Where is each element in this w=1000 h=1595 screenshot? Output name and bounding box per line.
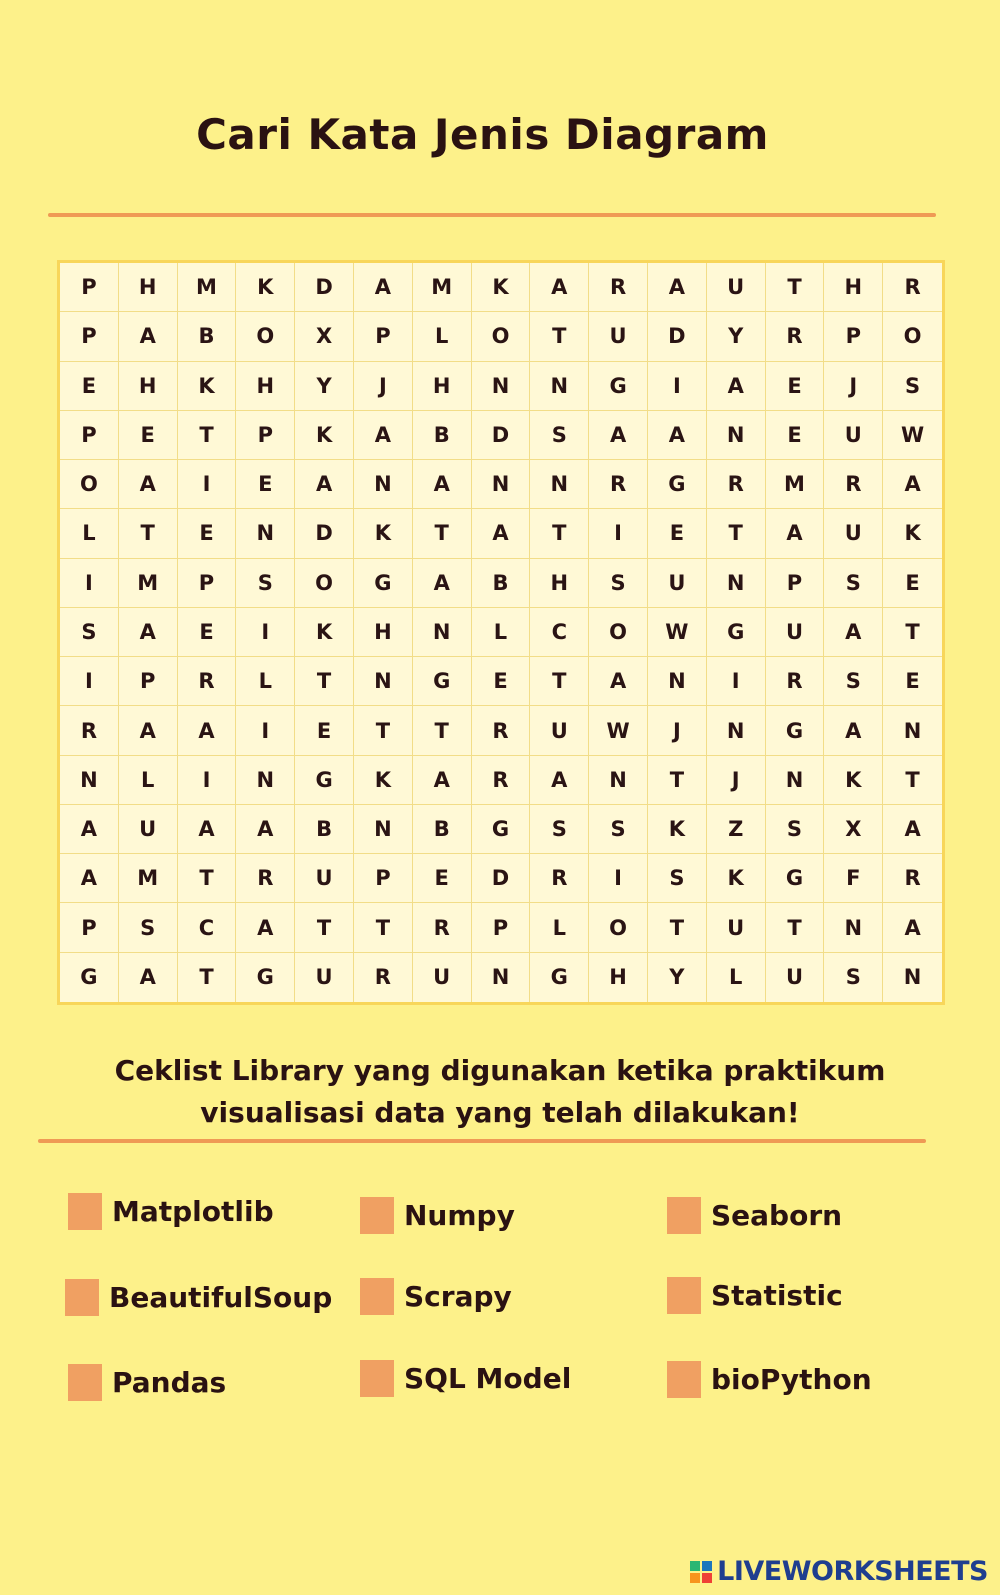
grid-cell[interactable]: H [236,362,295,411]
grid-cell[interactable]: A [824,706,883,755]
checkbox[interactable] [667,1277,701,1314]
grid-cell[interactable]: I [707,657,766,706]
grid-cell[interactable]: K [295,608,354,657]
grid-cell[interactable]: O [236,312,295,361]
grid-cell[interactable]: U [530,706,589,755]
grid-cell[interactable]: K [236,263,295,312]
grid-cell[interactable]: S [530,805,589,854]
grid-cell[interactable]: B [295,805,354,854]
grid-cell[interactable]: R [236,854,295,903]
grid-cell[interactable]: G [707,608,766,657]
grid-cell[interactable]: I [60,657,119,706]
grid-cell[interactable]: A [766,509,825,558]
grid-cell[interactable]: K [354,509,413,558]
checklist-label: SQL Model [404,1362,572,1395]
instruction-text [0,1050,1000,1134]
grid-cell[interactable]: F [824,854,883,903]
grid-cell[interactable]: L [60,509,119,558]
grid-cell[interactable]: A [413,460,472,509]
grid-cell[interactable]: E [295,706,354,755]
checklist-item-statistic[interactable] [667,1277,843,1314]
grid-cell[interactable]: A [472,509,531,558]
grid-cell[interactable]: I [236,706,295,755]
grid-cell[interactable]: A [119,312,178,361]
grid-cell[interactable]: P [60,903,119,952]
grid-cell[interactable]: W [883,411,942,460]
checklist-label: Scrapy [404,1280,512,1313]
checkbox[interactable] [360,1197,394,1234]
grid-cell[interactable]: T [295,657,354,706]
grid-cell[interactable]: J [707,756,766,805]
grid-cell[interactable]: U [295,854,354,903]
grid-cell[interactable]: T [119,509,178,558]
checkbox[interactable] [68,1364,102,1401]
grid-cell[interactable]: G [413,657,472,706]
grid-cell[interactable]: S [236,559,295,608]
grid-cell[interactable]: U [707,903,766,952]
grid-cell[interactable]: W [589,706,648,755]
grid-cell[interactable]: N [354,460,413,509]
grid-cell[interactable]: U [824,411,883,460]
grid-cell[interactable]: G [648,460,707,509]
grid-cell[interactable]: M [178,263,237,312]
grid-cell[interactable]: U [648,559,707,608]
grid-cell[interactable]: B [413,411,472,460]
grid-cell[interactable]: E [766,362,825,411]
grid-cell[interactable]: N [236,509,295,558]
grid-cell[interactable]: P [472,903,531,952]
instruction-line-1: Ceklist Library yang digunakan ketika praktikum [114,1054,886,1087]
grid-cell[interactable]: O [589,608,648,657]
grid-cell[interactable]: T [354,706,413,755]
grid-cell[interactable]: O [589,903,648,952]
grid-cell[interactable]: S [766,805,825,854]
grid-cell[interactable]: U [766,608,825,657]
grid-cell[interactable]: T [707,509,766,558]
grid-cell[interactable]: A [413,756,472,805]
grid-cell[interactable]: O [295,559,354,608]
grid-cell[interactable]: A [354,263,413,312]
grid-cell[interactable]: N [236,756,295,805]
grid-cell[interactable]: A [119,460,178,509]
grid-cell[interactable]: A [648,263,707,312]
grid-cell[interactable]: R [530,854,589,903]
grid-cell[interactable]: X [295,312,354,361]
grid-cell[interactable]: N [472,362,531,411]
grid-cell[interactable]: N [60,756,119,805]
grid-cell[interactable]: N [824,903,883,952]
checklist-item-matplotlib[interactable] [68,1193,274,1230]
grid-cell[interactable]: S [648,854,707,903]
grid-cell[interactable]: M [413,263,472,312]
grid-cell[interactable]: A [530,263,589,312]
grid-cell[interactable]: D [295,509,354,558]
grid-cell[interactable]: A [648,411,707,460]
grid-cell[interactable]: N [413,608,472,657]
grid-cell[interactable]: T [413,509,472,558]
grid-cell[interactable]: G [60,953,119,1002]
checkbox[interactable] [667,1361,701,1398]
grid-cell[interactable]: K [707,854,766,903]
checkbox[interactable] [360,1360,394,1397]
grid-cell[interactable]: H [589,953,648,1002]
grid-cell[interactable]: A [178,706,237,755]
grid-cell[interactable]: J [648,706,707,755]
grid-cell[interactable]: I [648,362,707,411]
checklist-label: Matplotlib [112,1195,274,1228]
grid-cell[interactable]: P [60,411,119,460]
checklist-item-pandas[interactable] [68,1364,226,1401]
grid-cell[interactable]: A [236,903,295,952]
grid-cell[interactable]: Y [295,362,354,411]
grid-cell[interactable]: A [119,706,178,755]
grid-cell[interactable]: D [472,411,531,460]
grid-cell[interactable]: E [472,657,531,706]
grid-cell[interactable]: E [883,559,942,608]
grid-cell[interactable]: P [178,559,237,608]
grid-cell[interactable]: U [824,509,883,558]
grid-cell[interactable]: B [413,805,472,854]
grid-cell[interactable]: S [824,559,883,608]
grid-cell[interactable]: P [60,263,119,312]
grid-cell[interactable]: G [295,756,354,805]
logo-mark-icon [690,1561,712,1583]
grid-cell[interactable]: G [766,854,825,903]
grid-cell[interactable]: G [589,362,648,411]
grid-cell[interactable]: P [60,312,119,361]
grid-cell[interactable]: T [883,608,942,657]
grid-cell[interactable]: T [178,854,237,903]
grid-cell[interactable]: T [354,903,413,952]
grid-cell[interactable]: A [60,805,119,854]
grid-cell[interactable]: H [824,263,883,312]
grid-cell[interactable]: S [824,657,883,706]
grid-cell[interactable]: N [883,706,942,755]
grid-cell[interactable]: B [178,312,237,361]
grid-cell[interactable]: N [354,657,413,706]
grid-cell[interactable]: P [119,657,178,706]
grid-cell[interactable]: T [648,903,707,952]
checkbox[interactable] [667,1197,701,1234]
grid-cell[interactable]: P [766,559,825,608]
grid-cell[interactable]: K [648,805,707,854]
grid-cell[interactable]: U [295,953,354,1002]
grid-cell[interactable]: A [530,756,589,805]
checklist-item-scrapy[interactable] [360,1278,512,1315]
grid-cell[interactable]: N [707,411,766,460]
grid-cell[interactable]: I [236,608,295,657]
grid-cell[interactable]: R [589,263,648,312]
grid-cell[interactable]: M [119,559,178,608]
grid-cell[interactable]: A [883,903,942,952]
grid-cell[interactable]: S [530,411,589,460]
grid-cell[interactable]: A [589,411,648,460]
grid-cell[interactable]: A [589,657,648,706]
checklist-item-beautifulsoup[interactable] [65,1279,332,1316]
grid-cell[interactable]: R [883,854,942,903]
checklist-label: BeautifulSoup [109,1281,333,1314]
grid-cell[interactable]: R [766,657,825,706]
middle-divider [38,1139,926,1143]
grid-cell[interactable]: I [178,460,237,509]
grid-cell[interactable]: S [589,805,648,854]
grid-cell[interactable]: A [236,805,295,854]
grid-cell[interactable]: K [178,362,237,411]
grid-cell[interactable]: A [883,460,942,509]
checklist-label: Seaborn [711,1199,843,1232]
checkbox[interactable] [360,1278,394,1315]
checklist-label: Statistic [711,1279,843,1312]
grid-cell[interactable]: S [60,608,119,657]
grid-cell[interactable]: T [413,706,472,755]
grid-cell[interactable]: L [530,903,589,952]
grid-cell[interactable]: R [178,657,237,706]
grid-cell[interactable]: T [530,312,589,361]
grid-cell[interactable]: N [903,965,922,990]
grid-cell[interactable]: C [178,903,237,952]
grid-cell[interactable]: G [766,706,825,755]
grid-cell[interactable]: L [413,312,472,361]
grid-cell[interactable]: A [707,362,766,411]
grid-cell[interactable]: K [472,263,531,312]
grid-cell[interactable]: H [119,263,178,312]
grid-cell[interactable]: D [295,263,354,312]
grid-cell[interactable]: A [354,411,413,460]
grid-cell[interactable]: M [766,460,825,509]
grid-cell[interactable]: Y [707,312,766,361]
grid-cell[interactable]: K [295,411,354,460]
grid-cell[interactable]: H [530,559,589,608]
grid-cell[interactable]: R [707,460,766,509]
grid-cell[interactable]: S [589,559,648,608]
grid-cell[interactable]: Z [707,805,766,854]
checklist-label: Numpy [404,1199,515,1232]
grid-cell[interactable]: I [60,559,119,608]
grid-cell[interactable]: T [295,903,354,952]
grid-cell[interactable]: N [648,657,707,706]
grid-cell[interactable]: R [883,263,942,312]
grid-cell[interactable]: A [824,608,883,657]
grid-cell[interactable]: N [766,756,825,805]
grid-cell[interactable]: A [60,854,119,903]
grid-cell[interactable]: O [883,312,942,361]
grid-cell[interactable]: H [119,362,178,411]
grid-cell[interactable]: G [236,953,295,1002]
grid-cell[interactable]: T [178,953,237,1002]
checklist-item-numpy[interactable] [360,1197,515,1234]
grid-cell[interactable]: R [354,953,413,1002]
grid-cell[interactable]: I [589,854,648,903]
grid-cell[interactable]: T [530,657,589,706]
liveworksheets-logo [690,1556,988,1587]
grid-cell[interactable]: I [178,756,237,805]
grid-cell[interactable]: E [236,460,295,509]
checkbox[interactable] [65,1279,99,1316]
grid-cell[interactable]: P [354,312,413,361]
grid-cell[interactable]: T [766,263,825,312]
grid-cell[interactable]: E [119,411,178,460]
word-search-grid[interactable] [57,260,945,1005]
grid-cell[interactable]: A [178,805,237,854]
grid-cell[interactable]: R [472,706,531,755]
grid-cell[interactable]: A [413,559,472,608]
grid-cell[interactable]: P [824,312,883,361]
grid-cell[interactable]: T [883,756,942,805]
instruction-line-2: visualisasi data yang telah dilakukan! [200,1096,800,1129]
grid-cell[interactable]: K [883,509,942,558]
grid-cell[interactable]: E [648,509,707,558]
grid-cell[interactable]: L [236,657,295,706]
grid-cell[interactable]: O [472,312,531,361]
grid-cell[interactable]: E [178,608,237,657]
grid-cell[interactable]: S [824,953,883,1002]
logo-text: LIVEWORKSHEETS [717,1556,988,1587]
grid-cell[interactable]: J [354,362,413,411]
checkbox[interactable] [68,1193,102,1230]
grid-cell[interactable]: T [178,411,237,460]
grid-cell[interactable]: A [119,953,178,1002]
grid-cell[interactable]: E [883,657,942,706]
grid-cell[interactable]: C [530,608,589,657]
grid-cell[interactable]: L [472,608,531,657]
grid-cell[interactable]: N [589,756,648,805]
grid-cell[interactable]: N [472,953,531,1002]
grid-cell[interactable]: R [413,903,472,952]
grid-cell[interactable]: U [413,953,472,1002]
grid-cell[interactable]: D [472,854,531,903]
grid-cell[interactable]: U [766,953,825,1002]
grid-cell[interactable]: T [766,903,825,952]
grid-cell[interactable]: M [119,854,178,903]
grid-cell[interactable]: P [236,411,295,460]
grid-cell[interactable]: J [824,362,883,411]
grid-cell[interactable]: T [530,509,589,558]
grid-cell[interactable]: I [589,509,648,558]
checklist-label: Pandas [112,1366,227,1399]
grid-cell[interactable]: L [119,756,178,805]
grid-cell[interactable]: Y [648,953,707,1002]
grid-cell[interactable]: N [530,362,589,411]
grid-cell[interactable]: B [472,559,531,608]
grid-cell[interactable]: E [413,854,472,903]
grid-cell[interactable]: N [707,559,766,608]
grid-cell[interactable]: N [472,460,531,509]
grid-cell[interactable]: A [295,460,354,509]
grid-cell[interactable]: G [354,559,413,608]
grid-cell[interactable]: H [413,362,472,411]
grid-cell[interactable]: T [648,756,707,805]
grid-cell[interactable]: U [119,805,178,854]
grid-cell[interactable]: R [766,312,825,361]
grid-cell[interactable]: E [60,362,119,411]
grid-cell[interactable]: P [354,854,413,903]
grid-cell[interactable]: E [766,411,825,460]
grid-cell[interactable]: K [824,756,883,805]
checklist-item-biopython[interactable] [667,1361,872,1398]
grid-cell[interactable]: X [824,805,883,854]
checklist-item-seaborn[interactable] [667,1197,842,1234]
grid-cell[interactable]: E [178,509,237,558]
grid-cell[interactable]: S [119,903,178,952]
checklist-item-sql-model[interactable] [360,1360,571,1397]
grid-cell[interactable]: H [354,608,413,657]
grid-cell[interactable]: N [354,805,413,854]
grid-cell[interactable]: D [648,312,707,361]
grid-cell[interactable]: N [707,706,766,755]
grid-cell[interactable]: R [472,756,531,805]
grid-cell[interactable]: R [60,706,119,755]
grid-cell[interactable]: G [530,953,589,1002]
top-divider [48,213,936,217]
grid-cell[interactable]: U [707,263,766,312]
grid-cell[interactable]: W [648,608,707,657]
checklist-label: bioPython [711,1363,872,1396]
grid-cell[interactable]: A [883,805,942,854]
page-title: Cari Kata Jenis Diagram [196,110,769,159]
grid-cell[interactable]: R [824,460,883,509]
grid-cell[interactable]: G [472,805,531,854]
grid-cell[interactable]: R [589,460,648,509]
grid-cell[interactable]: N [530,460,589,509]
grid-cell[interactable]: L [707,953,766,1002]
grid-cell[interactable]: O [60,460,119,509]
grid-cell[interactable]: U [589,312,648,361]
grid-cell[interactable]: A [119,608,178,657]
grid-cell[interactable]: K [354,756,413,805]
grid-cell[interactable]: S [883,362,942,411]
